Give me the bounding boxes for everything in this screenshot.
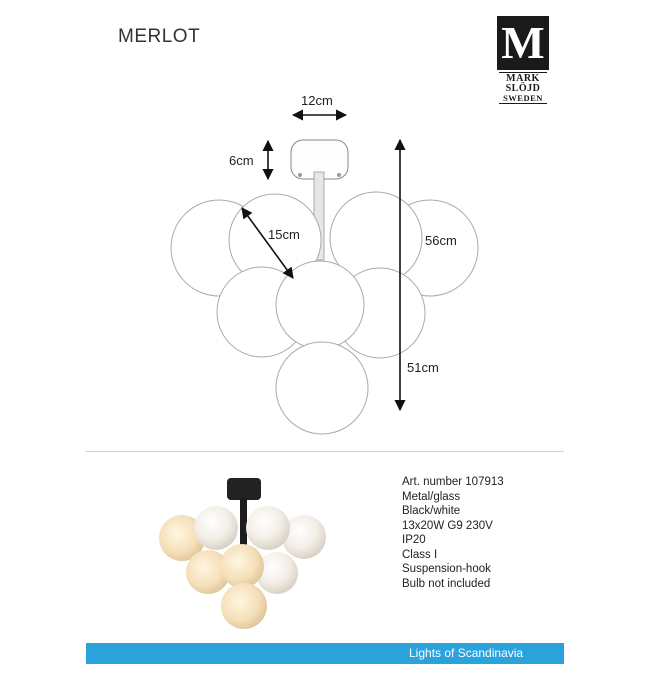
spec-class: Class I [402, 548, 438, 561]
spec-bulb-note: Bulb not included [402, 577, 491, 590]
spec-color: Black/white [402, 505, 461, 517]
logo-line-mark: MARK [506, 73, 540, 84]
logo-line-sweden: SWEDEN [503, 93, 543, 103]
footer-bar [86, 643, 564, 664]
product-title: MERLOT [118, 26, 201, 47]
spec-list [402, 475, 504, 591]
logo-line-slojd: SLÖJD [505, 83, 541, 94]
spec-bulbs: 13x20W G9 230V [402, 519, 493, 532]
dim-globe-diameter: 15cm [268, 227, 300, 242]
dim-total-height: 51cm [407, 360, 439, 375]
spec-mounting: Suspension-hook [402, 563, 491, 575]
logo-letter: M [497, 16, 549, 70]
dim-total-width: 56cm [425, 233, 457, 248]
dim-canopy-height: 6cm [229, 153, 254, 168]
spec-material: Metal/glass [402, 490, 461, 503]
footer-tagline: Lights of Scandinavia [409, 646, 524, 660]
spec-article-number: Art. number 107913 [402, 476, 504, 488]
spec-ip-rating: IP20 [402, 534, 426, 546]
dim-canopy-width: 12cm [301, 93, 333, 108]
